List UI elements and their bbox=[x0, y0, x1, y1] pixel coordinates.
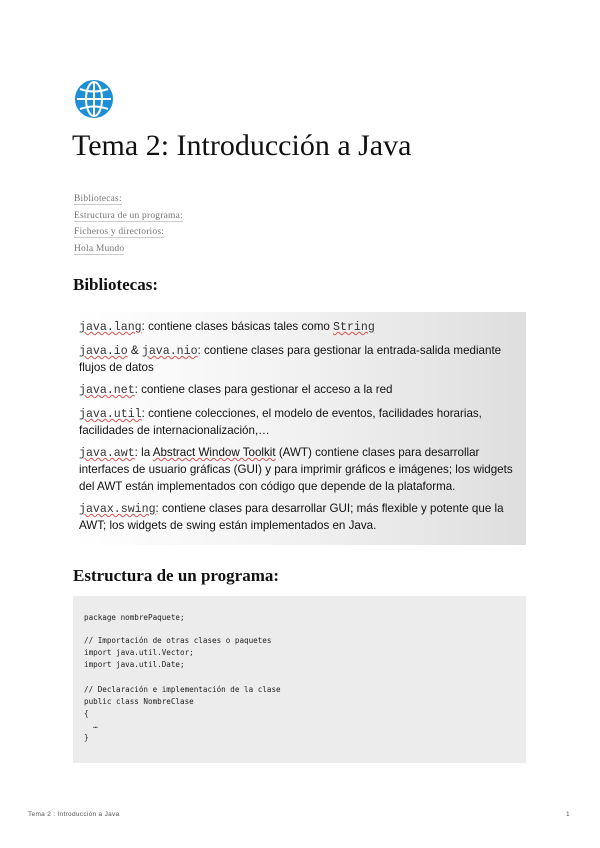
libraries-callout bbox=[73, 312, 526, 545]
library-item bbox=[79, 445, 521, 495]
globe-icon bbox=[74, 79, 114, 119]
toc-link-hola-mundo[interactable]: Hola Mundo bbox=[74, 243, 125, 254]
section-heading-libraries: Bibliotecas: bbox=[73, 275, 158, 294]
package-name: java.util bbox=[79, 408, 142, 421]
package-name: java.awt bbox=[79, 447, 135, 460]
library-item bbox=[79, 382, 521, 399]
toc-link-ficheros[interactable]: Ficheros y directorios: bbox=[74, 227, 165, 237]
package-name: javax.swing bbox=[79, 503, 156, 516]
library-text: Abstract Window Toolkit bbox=[152, 446, 276, 459]
library-item bbox=[79, 406, 521, 440]
package-name: java.io bbox=[79, 345, 128, 358]
code-line: … bbox=[84, 721, 98, 730]
footer-document-title: Tema 2 : Introducción a Java bbox=[28, 811, 120, 818]
library-text: (AWT) contiene clases para desarrollar interfaces de usuario gráficas (GUI) y para imprimir gráficos e imágenes; los widgets del AWT están implementados con código que depende de la plataforma. bbox=[79, 446, 513, 493]
code-line: public class NombreClase bbox=[84, 697, 194, 706]
code-line: import java.util.Date; bbox=[84, 660, 185, 669]
library-text: : contiene clases para gestionar la entrada-salida mediante flujos de datos bbox=[79, 344, 502, 375]
code-line: // Declaración e implementación de la clase bbox=[84, 685, 281, 694]
code-block bbox=[73, 596, 526, 763]
library-text: : la bbox=[134, 446, 153, 459]
library-text: : contiene clases para gestionar el acceso a la red bbox=[134, 383, 393, 396]
code-line: // Importación de otras clases o paquetes bbox=[84, 636, 272, 645]
library-item bbox=[79, 501, 521, 535]
package-name: java.nio bbox=[141, 345, 198, 358]
package-name: String bbox=[333, 321, 375, 334]
toc-link-estructura[interactable]: Estructura de un programa: bbox=[74, 210, 183, 221]
page-title: Tema 2: Introducción a Java bbox=[72, 129, 412, 162]
code-line: } bbox=[84, 733, 89, 742]
code-line: { bbox=[84, 709, 89, 718]
section-heading-structure: Estructura de un programa: bbox=[73, 566, 280, 585]
library-text: : contiene colecciones, el modelo de eventos, facilidades horarias, facilidades de internacionalización,… bbox=[79, 407, 482, 438]
code-line: package nombrePaquete; bbox=[84, 613, 185, 622]
library-text: : contiene clases básicas tales como bbox=[141, 320, 334, 333]
table-of-contents bbox=[74, 191, 183, 257]
package-name: java.net bbox=[79, 384, 135, 397]
library-item bbox=[79, 343, 521, 377]
toc-link-bibliotecas[interactable]: Bibliotecas: bbox=[74, 194, 122, 204]
library-item bbox=[79, 319, 521, 336]
package-name: java.lang bbox=[79, 321, 142, 334]
library-text: & bbox=[127, 344, 142, 357]
footer-page-number: 1 bbox=[566, 811, 570, 818]
code-line: import java.util.Vector; bbox=[84, 648, 194, 657]
library-text: : contiene clases para desarrollar GUI; más flexible y potente que la AWT; los widgets de swing están implementados en Java. bbox=[79, 502, 504, 533]
